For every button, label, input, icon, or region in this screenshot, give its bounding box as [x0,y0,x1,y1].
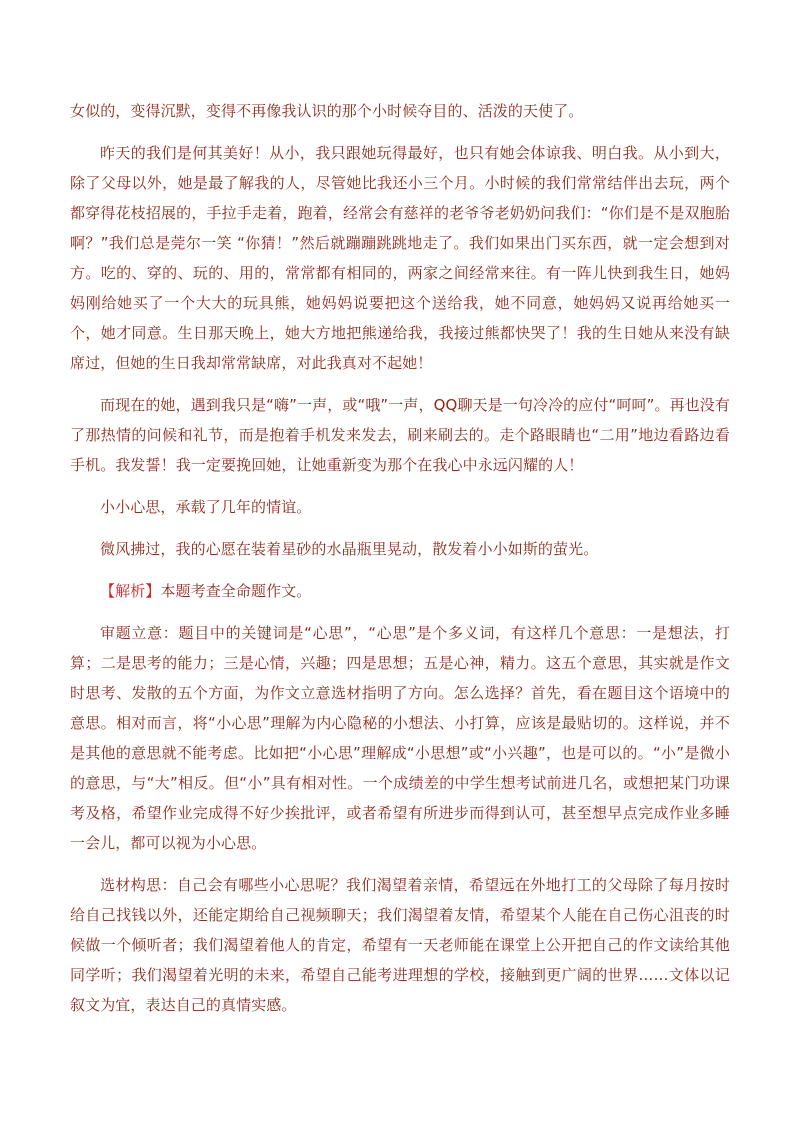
analysis-tag: 【解析】 [100,582,161,600]
paragraph-material-selection: 选材构思：自己会有哪些小心思呢？我们渴望着亲情，希望远在外地打工的父母除了每月按时给自己找钱以外，还能定期给自己视频聊天；我们渴望着友情，希望某个人能在自己伤心沮丧的时候做一个倾听者；我们渴望着他人的肯定，希望有一天老师能在课堂上公开把自己的作文读给其他同学听；我们渴望着光明的未来，希望自己能考进理想的学校，接触到更广阔的世界……文体以记叙文为宜，表达自己的真情实感。 [70,876,730,1014]
paragraph-topic-interpretation: 审题立意：题目中的关键词是“心思”，“心思”是个多义词，有这样几个意思：一是想法，打算；二是思考的能力；三是心情，兴趣；四是思想；五是心神，精力。这五个意思，其实就是作文时思考、发散的五个方面，为作文立意选材指明了方向。怎么选择？首先，看在题目这个语境中的意思。相对而言，将“小心思”理解为内心隐秘的小想法、小打算，应该是最贴切的。这样说，并不是其他的意思就不能考虑。比如把“小心思”理解成“小思想”或“小兴趣”，也是可以的。“小”是微小的意思，与“大”相反。但“小”具有相对性。一个成绩差的中学生想考试前进几名，或想把某门功课考及格，希望作业完成得不好少挨批评，或者希望有所进步而得到认可，甚至想早点完成作业多睡一会儿，都可以视为小心思。 [70,624,730,852]
paragraph-breeze: 微风拂过，我的心愿在装着星砂的水晶瓶里晃动，散发着小小如斯的萤光。 [100,540,599,558]
analysis-text: 本题考查全命题作文。 [160,582,312,600]
paragraph-continuation: 女似的，变得沉默，变得不再像我认识的那个小时候夺目的、活泼的天使了。 [70,102,584,120]
paragraph-analysis [70,576,730,606]
paragraph-friendship: 小小心思，承载了几年的情谊。 [100,498,312,516]
paragraph-now: 而现在的她，遇到我只是“嗨”一声，或“哦”一声，QQ聊天是一句冷冷的应付“呵呵”。再也没有了那热情的问候和礼节，而是抱着手机发来发去，刷来刷去的。走个路眼睛也“二用”地边看路边看手机。我发誓！我一定要挽回她，让她重新变为那个在我心中永远闪耀的人！ [70,396,730,474]
paragraph-yesterday: 昨天的我们是何其美好！从小，我只跟她玩得最好，也只有她会体谅我、明白我。从小到大，除了父母以外，她是最了解我的人，尽管她比我还小三个月。小时候的我们常常结伴出去玩，两个都穿得花枝招展的，手拉手走着，跑着，经常会有慈祥的老爷爷老奶奶问我们：“你们是不是双胞胎啊？”我们总是莞尔一笑 “你猜！”然后就蹦蹦跳跳地走了。我们如果出门买东西，就一定会想到对方。吃的、穿的、玩的、用的，常常都有相同的，两家之间经常来往。有一阵儿快到我生日，她妈妈刚给她买了一个大大的玩具熊，她妈妈说要把这个送给我，她不同意，她妈妈又说再给她买一个，她才同意。生日那天晚上，她大方地把熊递给我，我接过熊都快哭了！我的生日她从来没有缺席过，但她的生日我却常常缺席，对此我真对不起她！ [70,144,730,372]
document-page [70,96,730,1020]
